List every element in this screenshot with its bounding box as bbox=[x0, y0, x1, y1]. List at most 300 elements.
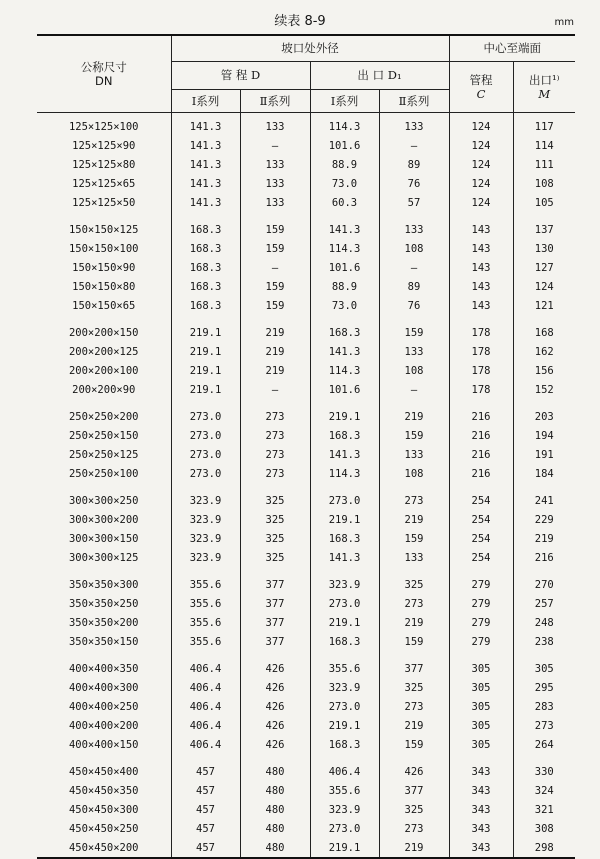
outlet-series1-cell: 114.3 bbox=[310, 361, 379, 380]
center-outlet-cell: 114 bbox=[513, 136, 575, 155]
center-outlet-cell: 324 bbox=[513, 781, 575, 800]
center-run-cell: 279 bbox=[449, 632, 513, 651]
outlet-series2-cell: 219 bbox=[379, 399, 449, 426]
outlet-series1-cell: 141.3 bbox=[310, 548, 379, 567]
run-series1-cell: 457 bbox=[171, 800, 240, 819]
center-outlet-cell: 121 bbox=[513, 296, 575, 315]
nominal-size-cell: 400×400×200 bbox=[37, 716, 171, 735]
center-outlet-cell: 298 bbox=[513, 838, 575, 858]
nominal-size-cell: 400×400×350 bbox=[37, 651, 171, 678]
table-row bbox=[37, 315, 575, 342]
run-series2-header: Ⅱ系列 bbox=[240, 90, 310, 113]
run-series1-cell: 168.3 bbox=[171, 239, 240, 258]
outlet-series1-cell: 273.0 bbox=[310, 697, 379, 716]
center-run-cell: 124 bbox=[449, 193, 513, 212]
center-run-cell: 216 bbox=[449, 464, 513, 483]
outlet-series2-cell: 89 bbox=[379, 155, 449, 174]
center-run-cell: 343 bbox=[449, 754, 513, 781]
center-outlet-cell: 162 bbox=[513, 342, 575, 361]
outlet-series2-cell: 108 bbox=[379, 361, 449, 380]
center-run-cell: 143 bbox=[449, 296, 513, 315]
run-series2-cell: — bbox=[240, 380, 310, 399]
run-series1-cell: 141.3 bbox=[171, 136, 240, 155]
nominal-size-cell: 350×350×250 bbox=[37, 594, 171, 613]
center-outlet-cell: 241 bbox=[513, 483, 575, 510]
outlet-series1-cell: 406.4 bbox=[310, 754, 379, 781]
center-run-cell: 279 bbox=[449, 567, 513, 594]
nominal-size-cell: 350×350×150 bbox=[37, 632, 171, 651]
table-row bbox=[37, 155, 575, 174]
outlet-series1-cell: 219.1 bbox=[310, 510, 379, 529]
nominal-size-cell: 350×350×200 bbox=[37, 613, 171, 632]
nominal-size-cell: 150×150×90 bbox=[37, 258, 171, 277]
outlet-series2-cell: 325 bbox=[379, 678, 449, 697]
nominal-size-cell: 300×300×125 bbox=[37, 548, 171, 567]
center-outlet-cell: 257 bbox=[513, 594, 575, 613]
nominal-size-cell: 125×125×90 bbox=[37, 136, 171, 155]
outlet-series2-cell: 377 bbox=[379, 651, 449, 678]
center-outlet-cell: 273 bbox=[513, 716, 575, 735]
center-outlet-cell: 117 bbox=[513, 113, 575, 137]
run-series2-cell: 377 bbox=[240, 594, 310, 613]
outlet-series2-cell: 377 bbox=[379, 781, 449, 800]
outlet-series1-cell: 114.3 bbox=[310, 113, 379, 137]
outlet-series2-cell: 133 bbox=[379, 113, 449, 137]
nominal-size-cell: 450×450×350 bbox=[37, 781, 171, 800]
run-series1-cell: 219.1 bbox=[171, 361, 240, 380]
center-run-cell: 343 bbox=[449, 800, 513, 819]
table-row bbox=[37, 510, 575, 529]
table-row bbox=[37, 239, 575, 258]
nominal-size-cell: 300×300×200 bbox=[37, 510, 171, 529]
outlet-series2-header: Ⅱ系列 bbox=[379, 90, 449, 113]
outlet-series2-cell: 273 bbox=[379, 483, 449, 510]
center-outlet-cell: 321 bbox=[513, 800, 575, 819]
center-run-cell: 124 bbox=[449, 155, 513, 174]
outlet-series2-cell: 89 bbox=[379, 277, 449, 296]
nominal-size-cell: 300×300×150 bbox=[37, 529, 171, 548]
table-row bbox=[37, 426, 575, 445]
outlet-series2-cell: 76 bbox=[379, 296, 449, 315]
outlet-series2-cell: 108 bbox=[379, 464, 449, 483]
outlet-series2-cell: 133 bbox=[379, 342, 449, 361]
center-outlet-cell: 168 bbox=[513, 315, 575, 342]
center-outlet-cell: 203 bbox=[513, 399, 575, 426]
center-outlet-cell: 229 bbox=[513, 510, 575, 529]
outlet-series2-cell: 273 bbox=[379, 697, 449, 716]
outlet-header: 出 口 D₁ bbox=[310, 62, 449, 90]
outlet-series1-cell: 101.6 bbox=[310, 380, 379, 399]
dimension-table bbox=[37, 34, 575, 859]
center-outlet-cell: 264 bbox=[513, 735, 575, 754]
run-series2-cell: 273 bbox=[240, 426, 310, 445]
run-series2-cell: 273 bbox=[240, 399, 310, 426]
outlet-series2-cell: 219 bbox=[379, 510, 449, 529]
nominal-size-cell: 200×200×90 bbox=[37, 380, 171, 399]
center-outlet-cell: 270 bbox=[513, 567, 575, 594]
center-outlet-cell: 305 bbox=[513, 651, 575, 678]
outlet-series2-cell: — bbox=[379, 258, 449, 277]
center-run-cell: 254 bbox=[449, 483, 513, 510]
outlet-series1-cell: 219.1 bbox=[310, 838, 379, 858]
center-outlet-cell: 184 bbox=[513, 464, 575, 483]
nominal-size-cell: 250×250×125 bbox=[37, 445, 171, 464]
run-series1-cell: 141.3 bbox=[171, 155, 240, 174]
run-series2-cell: 325 bbox=[240, 510, 310, 529]
run-series1-cell: 355.6 bbox=[171, 613, 240, 632]
run-series1-header: Ⅰ系列 bbox=[171, 90, 240, 113]
run-series1-cell: 406.4 bbox=[171, 651, 240, 678]
outlet-series2-cell: 159 bbox=[379, 529, 449, 548]
nominal-size-cell: 400×400×250 bbox=[37, 697, 171, 716]
run-series1-cell: 406.4 bbox=[171, 716, 240, 735]
center-run-cell: 178 bbox=[449, 315, 513, 342]
run-series1-cell: 273.0 bbox=[171, 426, 240, 445]
outlet-series1-cell: 101.6 bbox=[310, 258, 379, 277]
center-run-cell: 343 bbox=[449, 838, 513, 858]
nominal-size-cell: 250×250×100 bbox=[37, 464, 171, 483]
outlet-series2-cell: — bbox=[379, 136, 449, 155]
outlet-series1-cell: 60.3 bbox=[310, 193, 379, 212]
center-outlet-cell: 156 bbox=[513, 361, 575, 380]
nominal-size-cell: 200×200×125 bbox=[37, 342, 171, 361]
table-row bbox=[37, 567, 575, 594]
outlet-m-label: 出口¹⁾ bbox=[529, 72, 560, 87]
table-row bbox=[37, 613, 575, 632]
nominal-size-cell: 200×200×100 bbox=[37, 361, 171, 380]
center-outlet-cell: 111 bbox=[513, 155, 575, 174]
nominal-size-cell: 400×400×150 bbox=[37, 735, 171, 754]
center-outlet-cell: 216 bbox=[513, 548, 575, 567]
run-series1-cell: 168.3 bbox=[171, 277, 240, 296]
center-run-cell: 216 bbox=[449, 426, 513, 445]
run-c-symbol: C bbox=[476, 87, 486, 101]
center-run-cell: 343 bbox=[449, 819, 513, 838]
nominal-size-cell: 400×400×300 bbox=[37, 678, 171, 697]
run-series2-cell: 480 bbox=[240, 800, 310, 819]
center-outlet-cell: 108 bbox=[513, 174, 575, 193]
center-outlet-cell: 238 bbox=[513, 632, 575, 651]
center-outlet-cell: 194 bbox=[513, 426, 575, 445]
outlet-series1-cell: 355.6 bbox=[310, 651, 379, 678]
outlet-series1-cell: 101.6 bbox=[310, 136, 379, 155]
outlet-series1-cell: 219.1 bbox=[310, 613, 379, 632]
table-body bbox=[37, 113, 575, 859]
outlet-series1-cell: 168.3 bbox=[310, 315, 379, 342]
table-row bbox=[37, 651, 575, 678]
run-series2-cell: 159 bbox=[240, 277, 310, 296]
table-row bbox=[37, 632, 575, 651]
run-series2-cell: 377 bbox=[240, 613, 310, 632]
center-run-cell: 124 bbox=[449, 174, 513, 193]
center-outlet-cell: 219 bbox=[513, 529, 575, 548]
outlet-series1-header: Ⅰ系列 bbox=[310, 90, 379, 113]
table-row bbox=[37, 277, 575, 296]
outlet-series2-cell: — bbox=[379, 380, 449, 399]
outlet-series2-cell: 133 bbox=[379, 548, 449, 567]
table-row bbox=[37, 193, 575, 212]
run-series1-cell: 323.9 bbox=[171, 483, 240, 510]
table-row bbox=[37, 754, 575, 781]
outlet-m-header bbox=[513, 62, 575, 113]
run-series2-cell: 273 bbox=[240, 464, 310, 483]
center-run-cell: 279 bbox=[449, 594, 513, 613]
run-series2-cell: 426 bbox=[240, 651, 310, 678]
outlet-series2-cell: 325 bbox=[379, 567, 449, 594]
run-series2-cell: 219 bbox=[240, 315, 310, 342]
run-series1-cell: 219.1 bbox=[171, 380, 240, 399]
nominal-size-cell: 125×125×65 bbox=[37, 174, 171, 193]
table-row bbox=[37, 483, 575, 510]
outlet-series1-cell: 88.9 bbox=[310, 277, 379, 296]
run-series2-cell: 219 bbox=[240, 342, 310, 361]
run-series1-cell: 406.4 bbox=[171, 678, 240, 697]
center-run-cell: 124 bbox=[449, 136, 513, 155]
nominal-size-cell: 450×450×300 bbox=[37, 800, 171, 819]
nominal-size-cell: 125×125×50 bbox=[37, 193, 171, 212]
run-c-label: 管程 bbox=[469, 72, 493, 87]
run-series1-cell: 355.6 bbox=[171, 594, 240, 613]
table-row bbox=[37, 445, 575, 464]
table-row bbox=[37, 380, 575, 399]
center-outlet-cell: 137 bbox=[513, 212, 575, 239]
outlet-series1-cell: 168.3 bbox=[310, 632, 379, 651]
table-row bbox=[37, 838, 575, 858]
outlet-series1-cell: 219.1 bbox=[310, 399, 379, 426]
nominal-size-header bbox=[37, 35, 171, 113]
table-row bbox=[37, 113, 575, 137]
outlet-series2-cell: 108 bbox=[379, 239, 449, 258]
center-run-cell: 216 bbox=[449, 445, 513, 464]
run-header: 管 程 D bbox=[171, 62, 310, 90]
outlet-series1-cell: 141.3 bbox=[310, 342, 379, 361]
outlet-series1-cell: 273.0 bbox=[310, 819, 379, 838]
run-series1-cell: 406.4 bbox=[171, 697, 240, 716]
run-series1-cell: 141.3 bbox=[171, 174, 240, 193]
table-row bbox=[37, 548, 575, 567]
outlet-series2-cell: 159 bbox=[379, 426, 449, 445]
center-run-cell: 143 bbox=[449, 239, 513, 258]
run-series2-cell: 480 bbox=[240, 754, 310, 781]
outlet-series1-cell: 168.3 bbox=[310, 426, 379, 445]
run-series1-cell: 273.0 bbox=[171, 445, 240, 464]
table-row bbox=[37, 399, 575, 426]
outlet-series1-cell: 168.3 bbox=[310, 735, 379, 754]
nominal-size-cell: 125×125×100 bbox=[37, 113, 171, 137]
outlet-series2-cell: 325 bbox=[379, 800, 449, 819]
run-series2-cell: 273 bbox=[240, 445, 310, 464]
table-row bbox=[37, 361, 575, 380]
center-outlet-cell: 308 bbox=[513, 819, 575, 838]
outlet-series1-cell: 323.9 bbox=[310, 567, 379, 594]
nominal-size-cell: 125×125×80 bbox=[37, 155, 171, 174]
center-run-cell: 343 bbox=[449, 781, 513, 800]
nominal-size-cell: 450×450×400 bbox=[37, 754, 171, 781]
run-series2-cell: 133 bbox=[240, 155, 310, 174]
center-run-cell: 305 bbox=[449, 678, 513, 697]
outlet-series1-cell: 355.6 bbox=[310, 781, 379, 800]
run-series2-cell: 426 bbox=[240, 716, 310, 735]
outlet-series1-cell: 323.9 bbox=[310, 800, 379, 819]
outlet-series2-cell: 426 bbox=[379, 754, 449, 781]
run-series2-cell: 133 bbox=[240, 113, 310, 137]
center-run-cell: 143 bbox=[449, 258, 513, 277]
center-outlet-cell: 248 bbox=[513, 613, 575, 632]
run-series1-cell: 457 bbox=[171, 754, 240, 781]
run-series2-cell: 159 bbox=[240, 212, 310, 239]
center-run-cell: 143 bbox=[449, 212, 513, 239]
run-series2-cell: — bbox=[240, 258, 310, 277]
outlet-series1-cell: 141.3 bbox=[310, 445, 379, 464]
run-series2-cell: 325 bbox=[240, 483, 310, 510]
center-outlet-cell: 330 bbox=[513, 754, 575, 781]
outlet-series1-cell: 168.3 bbox=[310, 529, 379, 548]
nominal-dn-label: DN bbox=[95, 74, 113, 88]
run-series1-cell: 273.0 bbox=[171, 464, 240, 483]
center-run-cell: 254 bbox=[449, 548, 513, 567]
run-series1-cell: 219.1 bbox=[171, 342, 240, 361]
run-series1-cell: 141.3 bbox=[171, 193, 240, 212]
center-outlet-cell: 295 bbox=[513, 678, 575, 697]
center-run-cell: 305 bbox=[449, 735, 513, 754]
run-series1-cell: 168.3 bbox=[171, 258, 240, 277]
table-row bbox=[37, 136, 575, 155]
run-series2-cell: 377 bbox=[240, 567, 310, 594]
run-c-header bbox=[449, 62, 513, 113]
outlet-series2-cell: 219 bbox=[379, 613, 449, 632]
table-row bbox=[37, 716, 575, 735]
nominal-size-cell: 250×250×150 bbox=[37, 426, 171, 445]
run-series1-cell: 168.3 bbox=[171, 296, 240, 315]
center-run-cell: 143 bbox=[449, 277, 513, 296]
run-series2-cell: 219 bbox=[240, 361, 310, 380]
center-run-cell: 305 bbox=[449, 651, 513, 678]
run-series1-cell: 141.3 bbox=[171, 113, 240, 137]
table-row bbox=[37, 174, 575, 193]
run-series2-cell: 325 bbox=[240, 529, 310, 548]
center-run-cell: 178 bbox=[449, 342, 513, 361]
table-row bbox=[37, 735, 575, 754]
outlet-series1-cell: 73.0 bbox=[310, 174, 379, 193]
run-series2-cell: 480 bbox=[240, 819, 310, 838]
run-series1-cell: 355.6 bbox=[171, 567, 240, 594]
run-series2-cell: 480 bbox=[240, 781, 310, 800]
run-series2-cell: 133 bbox=[240, 193, 310, 212]
center-run-cell: 305 bbox=[449, 697, 513, 716]
table-row bbox=[37, 678, 575, 697]
run-series2-cell: 325 bbox=[240, 548, 310, 567]
nominal-size-cell: 350×350×300 bbox=[37, 567, 171, 594]
nominal-size-cell: 450×450×250 bbox=[37, 819, 171, 838]
unit-label: mm bbox=[554, 17, 574, 28]
nominal-size-cell: 150×150×65 bbox=[37, 296, 171, 315]
run-series2-cell: 133 bbox=[240, 174, 310, 193]
outlet-series1-cell: 323.9 bbox=[310, 678, 379, 697]
nominal-size-cell: 450×450×200 bbox=[37, 838, 171, 858]
nominal-size-cell: 200×200×150 bbox=[37, 315, 171, 342]
outlet-series2-cell: 76 bbox=[379, 174, 449, 193]
run-series2-cell: 480 bbox=[240, 838, 310, 858]
table-title: 续表 8-9 bbox=[274, 14, 326, 29]
outlet-series1-cell: 141.3 bbox=[310, 212, 379, 239]
table-row bbox=[37, 296, 575, 315]
outlet-series1-cell: 114.3 bbox=[310, 239, 379, 258]
outlet-series2-cell: 159 bbox=[379, 315, 449, 342]
table-row bbox=[37, 594, 575, 613]
outlet-series2-cell: 219 bbox=[379, 838, 449, 858]
center-outlet-cell: 152 bbox=[513, 380, 575, 399]
outlet-series2-cell: 273 bbox=[379, 819, 449, 838]
nominal-size-cell: 300×300×250 bbox=[37, 483, 171, 510]
table-row bbox=[37, 258, 575, 277]
center-outlet-cell: 124 bbox=[513, 277, 575, 296]
table-row bbox=[37, 212, 575, 239]
center-run-cell: 178 bbox=[449, 380, 513, 399]
outlet-m-symbol: M bbox=[538, 87, 551, 101]
run-series2-cell: 426 bbox=[240, 697, 310, 716]
run-series1-cell: 406.4 bbox=[171, 735, 240, 754]
run-series2-cell: 426 bbox=[240, 735, 310, 754]
run-series2-cell: — bbox=[240, 136, 310, 155]
center-run-cell: 124 bbox=[449, 113, 513, 137]
nominal-size-label: 公称尺寸 bbox=[80, 59, 127, 74]
table-row bbox=[37, 781, 575, 800]
run-series1-cell: 457 bbox=[171, 838, 240, 858]
center-run-cell: 216 bbox=[449, 399, 513, 426]
center-run-cell: 254 bbox=[449, 510, 513, 529]
outlet-series2-cell: 133 bbox=[379, 212, 449, 239]
center-run-cell: 178 bbox=[449, 361, 513, 380]
run-series2-cell: 159 bbox=[240, 296, 310, 315]
run-series1-cell: 219.1 bbox=[171, 315, 240, 342]
run-series1-cell: 323.9 bbox=[171, 529, 240, 548]
outlet-series2-cell: 159 bbox=[379, 632, 449, 651]
outlet-series1-cell: 73.0 bbox=[310, 296, 379, 315]
run-series2-cell: 159 bbox=[240, 239, 310, 258]
outlet-series1-cell: 273.0 bbox=[310, 483, 379, 510]
run-series1-cell: 355.6 bbox=[171, 632, 240, 651]
center-run-cell: 305 bbox=[449, 716, 513, 735]
table-row bbox=[37, 529, 575, 548]
center-outlet-cell: 105 bbox=[513, 193, 575, 212]
center-run-cell: 254 bbox=[449, 529, 513, 548]
outlet-series1-cell: 114.3 bbox=[310, 464, 379, 483]
center-outlet-cell: 191 bbox=[513, 445, 575, 464]
nominal-size-cell: 150×150×100 bbox=[37, 239, 171, 258]
nominal-size-cell: 150×150×80 bbox=[37, 277, 171, 296]
outlet-series1-cell: 273.0 bbox=[310, 594, 379, 613]
run-series1-cell: 168.3 bbox=[171, 212, 240, 239]
run-series2-cell: 426 bbox=[240, 678, 310, 697]
center-to-end-header: 中心至端面 bbox=[449, 35, 575, 62]
center-outlet-cell: 127 bbox=[513, 258, 575, 277]
center-outlet-cell: 283 bbox=[513, 697, 575, 716]
outlet-series1-cell: 88.9 bbox=[310, 155, 379, 174]
outlet-series2-cell: 57 bbox=[379, 193, 449, 212]
table-row bbox=[37, 697, 575, 716]
outlet-series2-cell: 273 bbox=[379, 594, 449, 613]
run-series1-cell: 323.9 bbox=[171, 548, 240, 567]
outlet-series1-cell: 219.1 bbox=[310, 716, 379, 735]
nominal-size-cell: 150×150×125 bbox=[37, 212, 171, 239]
center-outlet-cell: 130 bbox=[513, 239, 575, 258]
run-series2-cell: 377 bbox=[240, 632, 310, 651]
run-series1-cell: 273.0 bbox=[171, 399, 240, 426]
outlet-series2-cell: 159 bbox=[379, 735, 449, 754]
table-row bbox=[37, 819, 575, 838]
outlet-series2-cell: 219 bbox=[379, 716, 449, 735]
bevel-od-header: 坡口处外径 bbox=[171, 35, 449, 62]
